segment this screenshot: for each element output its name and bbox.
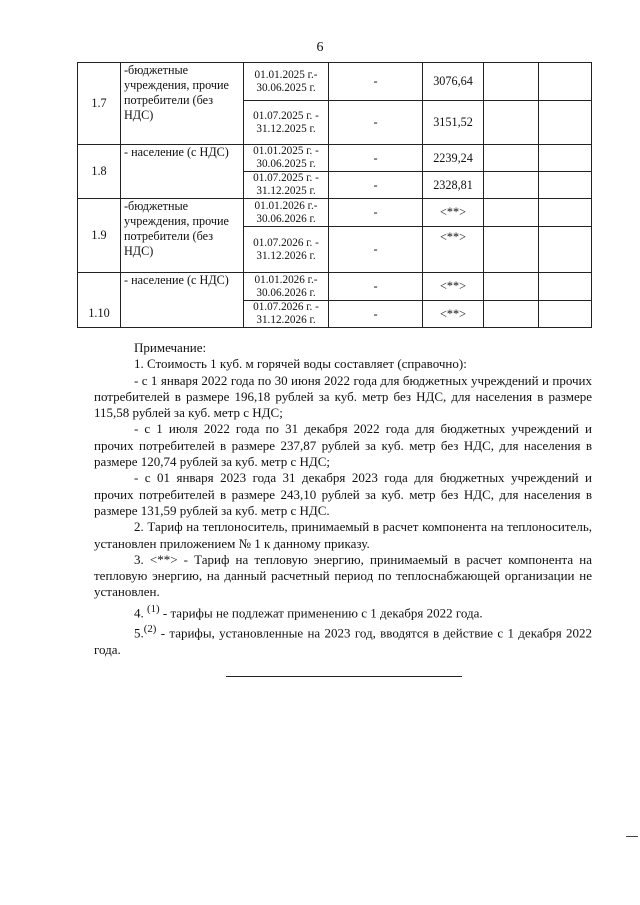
notes-heading: Примечание: [134, 340, 207, 355]
separator-line [226, 676, 462, 677]
row-number: 1.9 [78, 199, 121, 273]
row-number: 1.8 [78, 145, 121, 199]
dash-cell: - [329, 273, 423, 301]
empty-cell [539, 301, 592, 328]
empty-cell [484, 172, 539, 199]
consumer-category: -бюджетные учреждения, прочие потребители (без НДС) [121, 63, 244, 145]
empty-cell [539, 101, 592, 145]
empty-cell [539, 145, 592, 172]
note-hot-water-cost: 1. Стоимость 1 куб. м горячей воды составляет (справочно): [134, 356, 467, 372]
edge-mark [626, 836, 638, 837]
tariff-value: <**> [423, 199, 484, 227]
table-row [78, 63, 592, 101]
footnote-marker: (2) [143, 623, 157, 636]
note-footnote-2 [94, 621, 592, 658]
tariff-table [77, 62, 592, 328]
row-number: 1.10 [78, 273, 121, 328]
empty-cell [539, 227, 592, 273]
empty-cell [484, 273, 539, 301]
consumer-category: - население (с НДС) [121, 273, 244, 328]
dash-cell: - [329, 172, 423, 199]
dash-cell: - [329, 301, 423, 328]
dash-cell: - [329, 145, 423, 172]
tariff-value: <**> [423, 227, 484, 273]
period-cell: 01.01.2026 г.- 30.06.2026 г. [244, 273, 329, 301]
note-prefix: 5. [134, 625, 144, 641]
tariff-value: <**> [423, 301, 484, 328]
page-number: 6 [316, 40, 324, 55]
empty-cell [484, 301, 539, 328]
tariff-value: 2239,24 [423, 145, 484, 172]
notes-section [94, 340, 592, 658]
empty-cell [539, 63, 592, 101]
period-cell: 01.07.2026 г. - 31.12.2026 г. [244, 301, 329, 328]
consumer-category: - население (с НДС) [121, 145, 244, 199]
consumer-category: -бюджетные учреждения, прочие потребители (без НДС) [121, 199, 244, 273]
table-row [78, 199, 592, 227]
note-period-2023: - с 01 января 2023 года 31 декабря 2023 года для бюджетных учреждений и прочих потребителей в размере 243,10 рублей за куб. метр без НДС, для населения в размере 131,59 рублей за куб. метр с НДС. [94, 470, 592, 518]
note-heat-energy-tariff: 3. <**> - Тариф на тепловую энергию, принимаемый в расчет компонента на тепловую энергию, на данный расчетный период по теплоснабжающей организации не установлен. [94, 551, 592, 600]
footnote-marker: (1) [147, 602, 160, 615]
note-period-2022-h2: - с 1 июля 2022 года по 31 декабря 2022 года для бюджетных учреждений и прочих потребителей в размере 237,87 рублей за куб. метр без НДС, для населения в размере 120,74 рублей за куб. метр с НДС; [94, 421, 592, 470]
table-row [78, 145, 592, 172]
empty-cell [484, 227, 539, 273]
period-cell: 01.07.2025 г. - 31.12.2025 г. [244, 101, 329, 145]
table-row [78, 273, 592, 301]
empty-cell [539, 172, 592, 199]
empty-cell [484, 101, 539, 145]
empty-cell [484, 145, 539, 172]
period-cell: 01.01.2026 г.- 30.06.2026 г. [244, 199, 329, 227]
period-cell: 01.07.2025 г. - 31.12.2025 г. [244, 172, 329, 199]
dash-cell: - [329, 227, 423, 273]
empty-cell [484, 199, 539, 227]
note-prefix: 4. [134, 605, 147, 621]
empty-cell [539, 199, 592, 227]
dash-cell: - [329, 63, 423, 101]
tariff-value: 3151,52 [423, 101, 484, 145]
empty-cell [539, 273, 592, 301]
period-cell: 01.01.2025 г. - 30.06.2025 г. [244, 145, 329, 172]
dash-cell: - [329, 101, 423, 145]
note-text: - тарифы не подлежат применению с 1 декабря 2022 года. [159, 605, 483, 621]
tariff-value: 3076,64 [423, 63, 484, 101]
note-period-2022-h1: - с 1 января 2022 года по 30 июня 2022 года для бюджетных учреждений и прочих потребителей в размере 196,18 рублей за куб. метр без НДС, для населения в размере 115,58 рублей за куб. метр с НДС; [94, 372, 592, 421]
note-footnote-1 [94, 601, 592, 622]
row-number: 1.7 [78, 63, 121, 145]
period-cell: 01.01.2025 г.- 30.06.2025 г. [244, 63, 329, 101]
tariff-value: <**> [423, 273, 484, 301]
dash-cell: - [329, 199, 423, 227]
note-text: - тарифы, установленные на 2023 год, вводятся в действие с 1 декабря 2022 года. [94, 625, 592, 657]
empty-cell [484, 63, 539, 101]
tariff-value: 2328,81 [423, 172, 484, 199]
period-cell: 01.07.2026 г. - 31.12.2026 г. [244, 227, 329, 273]
note-heat-carrier-tariff: 2. Тариф на теплоноситель, принимаемый в расчет компонента на теплоноситель, установлен приложением № 1 к данному приказу. [94, 519, 592, 551]
